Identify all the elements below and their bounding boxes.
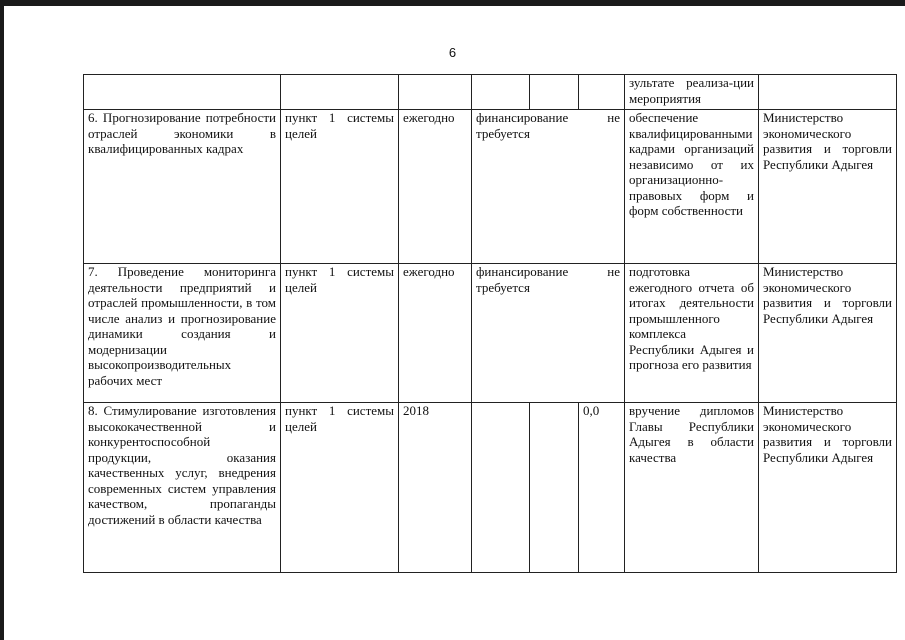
goal-cell: пункт 1 системы целей (281, 110, 399, 264)
executor-cell (759, 75, 897, 110)
period-cell: ежегодно (399, 264, 472, 403)
result-cell: зультате реализа-ции мероприятия (625, 75, 759, 110)
funding-cell (579, 75, 625, 110)
activities-table (83, 74, 897, 573)
funding-cell (530, 403, 579, 573)
funding-cell (472, 75, 530, 110)
period-cell: ежегодно (399, 110, 472, 264)
funding-cell: финансирование не требуется (472, 110, 625, 264)
executor-cell: Министерство экономического развития и торговли Республики Адыгея (759, 110, 897, 264)
funding-cell: финансирование не требуется (472, 264, 625, 403)
goal-cell: пункт 1 системы целей (281, 264, 399, 403)
goal-cell (281, 75, 399, 110)
activity-cell: 8. Стимулирование изготовления высококачественной и конкурентоспособной продукции, оказания качественных услуг, внедрения современных систем управления качеством, пропаганды достижений в области качества (84, 403, 281, 573)
result-cell: подготовка ежегодного отчета об итогах деятельности промышленного комплекса Республики Адыгея и прогноза его развития (625, 264, 759, 403)
funding-cell (472, 403, 530, 573)
table-row (84, 264, 897, 403)
period-cell: 2018 (399, 403, 472, 573)
goal-cell: пункт 1 системы целей (281, 403, 399, 573)
table-row (84, 403, 897, 573)
table-row (84, 110, 897, 264)
funding-cell (530, 75, 579, 110)
period-cell (399, 75, 472, 110)
page-number: 6 (448, 45, 457, 60)
result-cell: вручение дипломов Главы Республики Адыгея в области качества (625, 403, 759, 573)
activity-cell (84, 75, 281, 110)
amount-cell: 0,0 (579, 403, 625, 573)
executor-cell: Министерство экономического развития и торговли Республики Адыгея (759, 264, 897, 403)
activity-cell: 6. Прогнозирование потребности отраслей экономики в квалифицированных кадрах (84, 110, 281, 264)
table-row (84, 75, 897, 110)
scan-top-border (0, 0, 905, 6)
scan-left-border (0, 0, 4, 640)
result-cell: обеспечение квалифицированными кадрами организаций независимо от их организационно-правовых форм и форм собственности (625, 110, 759, 264)
activity-cell: 7. Проведение мониторинга деятельности предприятий и отраслей промышленности, в том числе анализ и прогнозирование динамики создания и модернизации высокопроизводительных рабочих мест (84, 264, 281, 403)
executor-cell: Министерство экономического развития и торговли Республики Адыгея (759, 403, 897, 573)
